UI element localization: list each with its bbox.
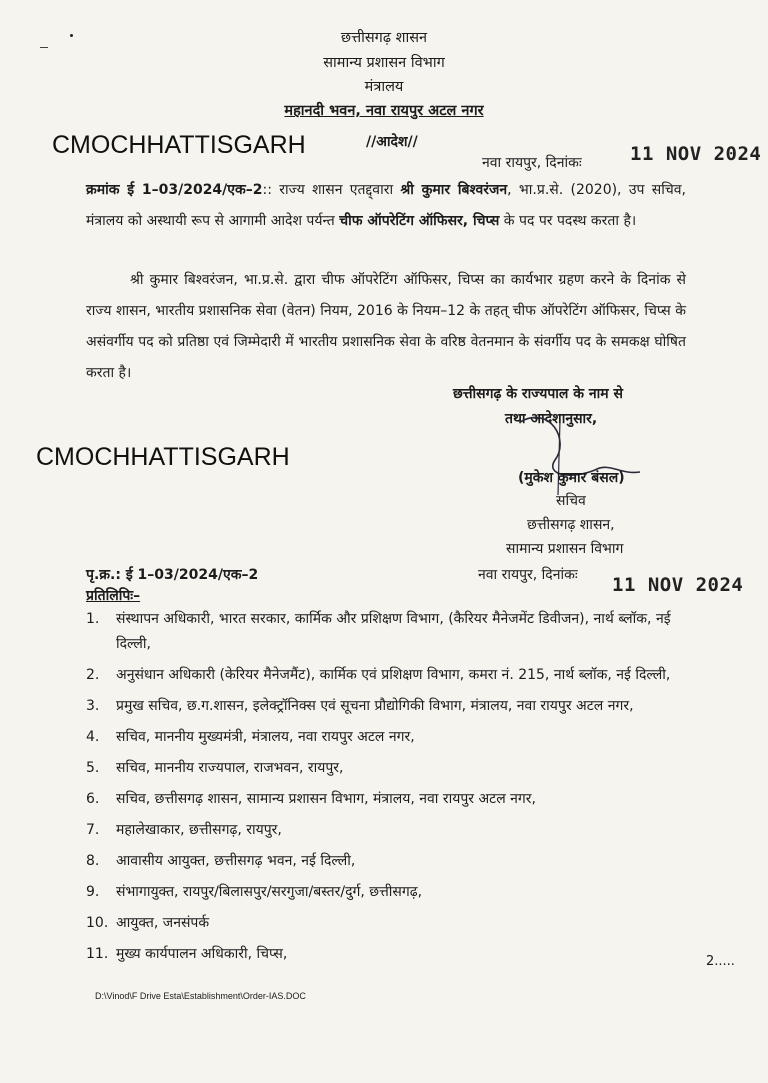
item-text: आवासीय आयुक्त, छत्तीसगढ़ भवन, नई दिल्ली, bbox=[116, 853, 356, 869]
item-text: सचिव, छत्तीसगढ़ शासन, सामान्य प्रशासन विभाग, मंत्रालय, नवा रायपुर अटल नगर, bbox=[116, 791, 536, 807]
date-stamp-bottom: 11 NOV 2024 bbox=[612, 574, 744, 596]
item-text: मुख्य कार्यपालन अधिकारी, चिप्स, bbox=[116, 946, 288, 962]
copy-recipient-item bbox=[86, 849, 686, 874]
watermark-middle: CMOCHHATTISGARH bbox=[36, 443, 290, 471]
order-ref-number: क्रमांक ई 1–03/2024/एक–2 bbox=[86, 182, 263, 198]
item-text: अनुसंधान अधिकारी (केरियर मैनेजमैंट), कार्मिक एवं प्रशिक्षण विभाग, कमरा नं. 215, नार्थ ब्लॉक, नई दिल्ली, bbox=[116, 667, 671, 683]
item-text: महालेखाकार, छत्तीसगढ़, रायपुर, bbox=[116, 822, 282, 838]
copy-recipient-item bbox=[86, 725, 686, 750]
place-date-label: नवा रायपुर, दिनांकः bbox=[482, 155, 582, 171]
item-number: 6. bbox=[86, 791, 100, 807]
item-number: 10. bbox=[86, 915, 109, 931]
header-address: महानदी भवन, नवा रायपुर अटल नगर bbox=[284, 103, 484, 119]
endorsement-place-date: नवा रायपुर, दिनांकः bbox=[478, 567, 578, 583]
endorsement-ref-number: पृ.क्र.: ई 1–03/2024/एक–2 bbox=[86, 567, 259, 583]
item-number: 8. bbox=[86, 853, 100, 869]
order-paragraph-1: क्रमांक ई 1–03/2024/एक–2:: राज्य शासन एतद्द्वारा श्री कुमार बिश्वरंजन, भा.प्र.से. (2020), उप सचिव, मंत्रालय को अस्थायी रूप से आगामी आदेश पर्यन्त चीफ ऑपरेटिंग ऑफिसर, चिप्स के पद पर पदस्थ करता है। bbox=[86, 182, 687, 229]
header-department: सामान्य प्रशासन विभाग bbox=[323, 55, 445, 71]
item-text: संभागायुक्त, रायपुर/बिलासपुर/सरगुजा/बस्तर/दुर्ग, छत्तीसगढ़, bbox=[116, 884, 423, 900]
item-text: प्रमुख सचिव, छ.ग.शासन, इलेक्ट्रॉनिक्स एवं सूचना प्रौद्योगिकी विभाग, मंत्रालय, नवा रायपुर अटल नगर, bbox=[116, 698, 634, 714]
copy-recipient-item bbox=[86, 880, 686, 905]
authority-line-2: तथा आदेशानुसार, bbox=[505, 411, 598, 427]
scan-mark bbox=[40, 47, 48, 48]
order-paragraph-2: श्री कुमार बिश्वरंजन, भा.प्र.से. द्वारा चीफ ऑपरेटिंग ऑफिसर, चिप्स का कार्यभार ग्रहण करने के दिनांक से राज्य शासन, भारतीय प्रशासनिक सेवा (वेतन) नियम, 2016 के नियम–12 के तहत् चीफ ऑपरेटिंग ऑफिसर, चिप्स के असंवर्गीय पद को प्रतिष्ठा एवं जिम्मेदारी में भारतीय प्रशासनिक सेवा के वरिष्ठ वेतनमान के संवर्गीय पद के समकक्ष घोषित करता है। bbox=[86, 272, 686, 381]
officer-name: श्री कुमार बिश्वरंजन bbox=[400, 182, 508, 198]
signatory-department: सामान्य प्रशासन विभाग bbox=[506, 541, 624, 557]
copy-to-label: प्रतिलिपिः– bbox=[86, 588, 141, 604]
signatory-government: छत्तीसगढ़ शासन, bbox=[527, 517, 615, 533]
copy-recipient-item bbox=[86, 607, 686, 657]
copy-recipient-item bbox=[86, 818, 686, 843]
item-text: आयुक्त, जनसंपर्क bbox=[116, 915, 210, 931]
signatory-name: (मुकेश कुमार बंसल) bbox=[518, 470, 625, 486]
copy-recipient-item bbox=[86, 663, 686, 688]
post-name: चीफ ऑपरेटिंग ऑफिसर, चिप्स bbox=[339, 213, 500, 229]
header-government: छत्तीसगढ़ शासन bbox=[340, 30, 428, 46]
item-number: 4. bbox=[86, 729, 100, 745]
date-stamp-top: 11 NOV 2024 bbox=[630, 143, 762, 165]
copy-recipient-item bbox=[86, 942, 686, 967]
file-path: D:\Vinod\F Drive Esta\Establishment\Order-IAS.DOC bbox=[95, 991, 306, 1001]
copy-recipient-list bbox=[86, 607, 686, 973]
copy-recipient-item bbox=[86, 911, 686, 936]
copy-recipient-item bbox=[86, 756, 686, 781]
item-number: 7. bbox=[86, 822, 100, 838]
item-number: 1. bbox=[86, 611, 100, 627]
item-text: संस्थापन अधिकारी, भारत सरकार, कार्मिक और प्रशिक्षण विभाग, (कैरियर मैनेजमेंट डिवीजन), नार्थ ब्लॉक, नई दिल्ली, bbox=[116, 611, 671, 652]
item-text: सचिव, माननीय मुख्यमंत्री, मंत्रालय, नवा रायपुर अटल नगर, bbox=[116, 729, 415, 745]
item-number: 2. bbox=[86, 667, 100, 683]
item-number: 3. bbox=[86, 698, 100, 714]
item-number: 9. bbox=[86, 884, 100, 900]
authority-line-1: छत्तीसगढ़ के राज्यपाल के नाम से bbox=[453, 386, 623, 402]
signatory-designation: सचिव bbox=[556, 493, 586, 509]
page-continuation: 2..... bbox=[706, 954, 735, 969]
item-number: 11. bbox=[86, 946, 109, 962]
copy-recipient-item bbox=[86, 694, 686, 719]
header-ministry: मंत्रालय bbox=[364, 79, 404, 95]
order-title: //आदेश// bbox=[366, 134, 418, 150]
copy-recipient-item bbox=[86, 787, 686, 812]
item-number: 5. bbox=[86, 760, 100, 776]
watermark-top: CMOCHHATTISGARH bbox=[52, 131, 306, 159]
item-text: सचिव, माननीय राज्यपाल, राजभवन, रायपुर, bbox=[116, 760, 344, 776]
